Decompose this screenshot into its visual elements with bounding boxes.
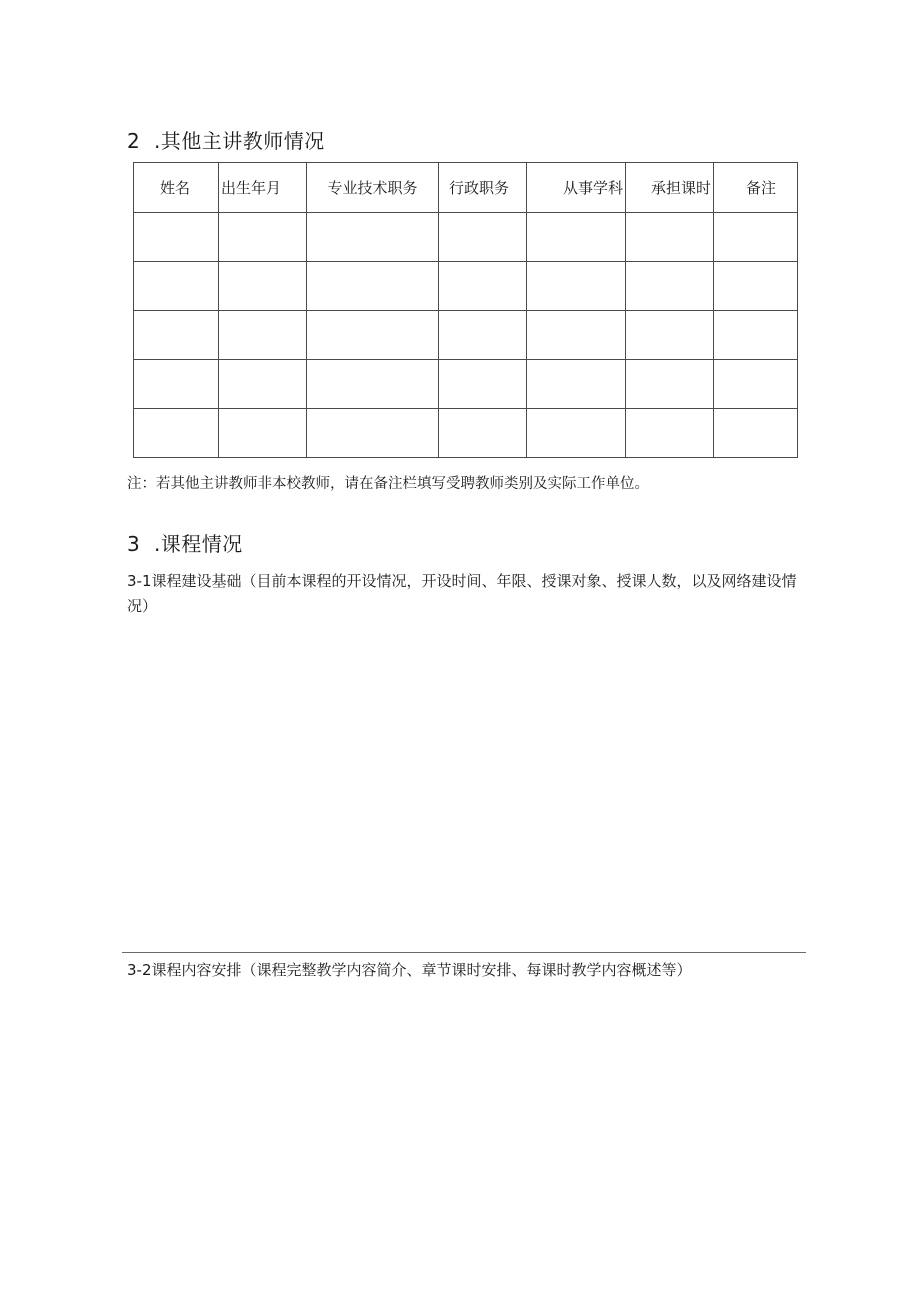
section-divider (122, 952, 806, 953)
table-cell[interactable] (134, 409, 219, 458)
table-cell[interactable] (714, 311, 798, 360)
table-row (134, 213, 798, 262)
header-discipline: 从事学科 (527, 163, 626, 213)
table-cell[interactable] (439, 213, 527, 262)
section-2-title: 2 .其他主讲教师情况 (127, 129, 325, 153)
table-cell[interactable] (307, 409, 439, 458)
table-cell[interactable] (219, 262, 307, 311)
table-cell[interactable] (626, 409, 714, 458)
table-cell[interactable] (307, 262, 439, 311)
header-teaching-hours: 承担课时 (626, 163, 714, 213)
table-cell[interactable] (527, 262, 626, 311)
table-cell[interactable] (626, 213, 714, 262)
table-row (134, 262, 798, 311)
table-cell[interactable] (527, 360, 626, 409)
section-3-1-text: 3-1课程建设基础（目前本课程的开设情况，开设时间、年限、授课对象、授课人数，以及网络建设情况） (127, 572, 797, 615)
table-cell[interactable] (307, 311, 439, 360)
section-3-2-text: 3-2课程内容安排（课程完整教学内容简介、章节课时安排、每课时教学内容概述等） (127, 961, 692, 979)
table-cell[interactable] (626, 262, 714, 311)
table-cell[interactable] (439, 262, 527, 311)
table-cell[interactable] (439, 360, 527, 409)
table-cell[interactable] (527, 409, 626, 458)
header-name: 姓名 (134, 163, 219, 213)
table-cell[interactable] (307, 213, 439, 262)
table-cell[interactable] (219, 311, 307, 360)
table-cell[interactable] (134, 262, 219, 311)
table-cell[interactable] (714, 360, 798, 409)
table-header-row (134, 163, 798, 213)
table-cell[interactable] (134, 360, 219, 409)
table-cell[interactable] (626, 311, 714, 360)
table-cell[interactable] (134, 213, 219, 262)
section-3-title: 3 .课程情况 (127, 532, 243, 556)
table-cell[interactable] (527, 311, 626, 360)
table-row (134, 311, 798, 360)
other-teachers-table (133, 162, 798, 458)
table-cell[interactable] (219, 360, 307, 409)
header-professional-title: 专业技术职务 (307, 163, 439, 213)
table-cell[interactable] (439, 311, 527, 360)
header-admin-position: 行政职务 (439, 163, 527, 213)
table-cell[interactable] (626, 360, 714, 409)
table-cell[interactable] (439, 409, 527, 458)
table-row (134, 409, 798, 458)
table-cell[interactable] (714, 262, 798, 311)
table-cell[interactable] (714, 409, 798, 458)
table-footnote: 注：若其他主讲教师非本校教师，请在备注栏填写受聘教师类别及实际工作单位。 (127, 476, 649, 492)
table-cell[interactable] (219, 213, 307, 262)
table-row (134, 360, 798, 409)
header-remarks: 备注 (714, 163, 798, 213)
table-cell[interactable] (219, 409, 307, 458)
table-cell[interactable] (714, 213, 798, 262)
header-birth-date: 出生年月 (219, 163, 307, 213)
table-cell[interactable] (307, 360, 439, 409)
table-cell[interactable] (527, 213, 626, 262)
table-cell[interactable] (134, 311, 219, 360)
